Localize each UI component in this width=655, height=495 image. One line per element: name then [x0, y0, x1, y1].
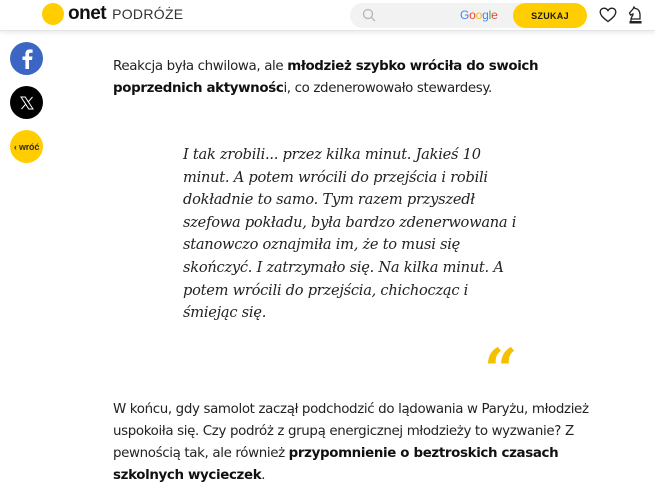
section-label: PODRÓŻE	[112, 6, 184, 22]
chess-knight-icon[interactable]	[626, 5, 644, 25]
share-bar	[10, 42, 44, 174]
logo-dot-icon	[42, 3, 64, 25]
search-icon	[362, 8, 376, 22]
heart-icon[interactable]	[599, 7, 617, 23]
facebook-icon	[21, 49, 33, 69]
paragraph-text: .	[261, 468, 266, 483]
google-mark: Google	[460, 8, 498, 22]
x-share-button[interactable]	[10, 86, 43, 119]
pull-quote: I tak zrobili... przez kilka minut. Jakieś 10 minut. A potem wrócili do przejścia i robili dokładnie to samo. Tym razem przyszedł szefowa pokładu, była bardzo zdenerwowana i stanowczo oznajmiła im, że to musi się skończyć. I zatrzymało się. Na kilka minut. A potem wrócili do przejścia, chichocząc i śmiejąc się.	[183, 146, 517, 322]
paragraph-text: i, co zdenerowowało stewardesy.	[283, 81, 492, 96]
facebook-share-button[interactable]	[10, 42, 43, 75]
paragraph-text: W końcu, gdy samolot zaczął podchodzić do lądowania w Paryżu, młodzież uspokoiła się. Czy podróż z grupą energicznej młodzieży to wyzwanie? Z pewnością tak, ale również	[113, 402, 589, 461]
x-logo-icon	[20, 96, 34, 110]
article-paragraph-2	[113, 399, 593, 487]
logo-text: onet	[68, 3, 107, 24]
paragraph-text: Reakcja była chwilowa, ale	[113, 59, 288, 74]
article-paragraph-1	[113, 56, 593, 100]
onet-logo[interactable]	[42, 3, 183, 25]
quote-mark-icon: “	[484, 336, 518, 404]
back-button[interactable]: ‹ wróć	[10, 130, 43, 163]
paragraph-bold-text: młodzież szybko wróciła do swoich poprzednich aktywnośc	[113, 59, 539, 96]
search-button[interactable]: SZUKAJ	[513, 3, 587, 28]
site-header	[0, 0, 655, 31]
paragraph-bold-text: przypomnienie o beztroskich czasach szkolnych wycieczek	[113, 446, 559, 483]
